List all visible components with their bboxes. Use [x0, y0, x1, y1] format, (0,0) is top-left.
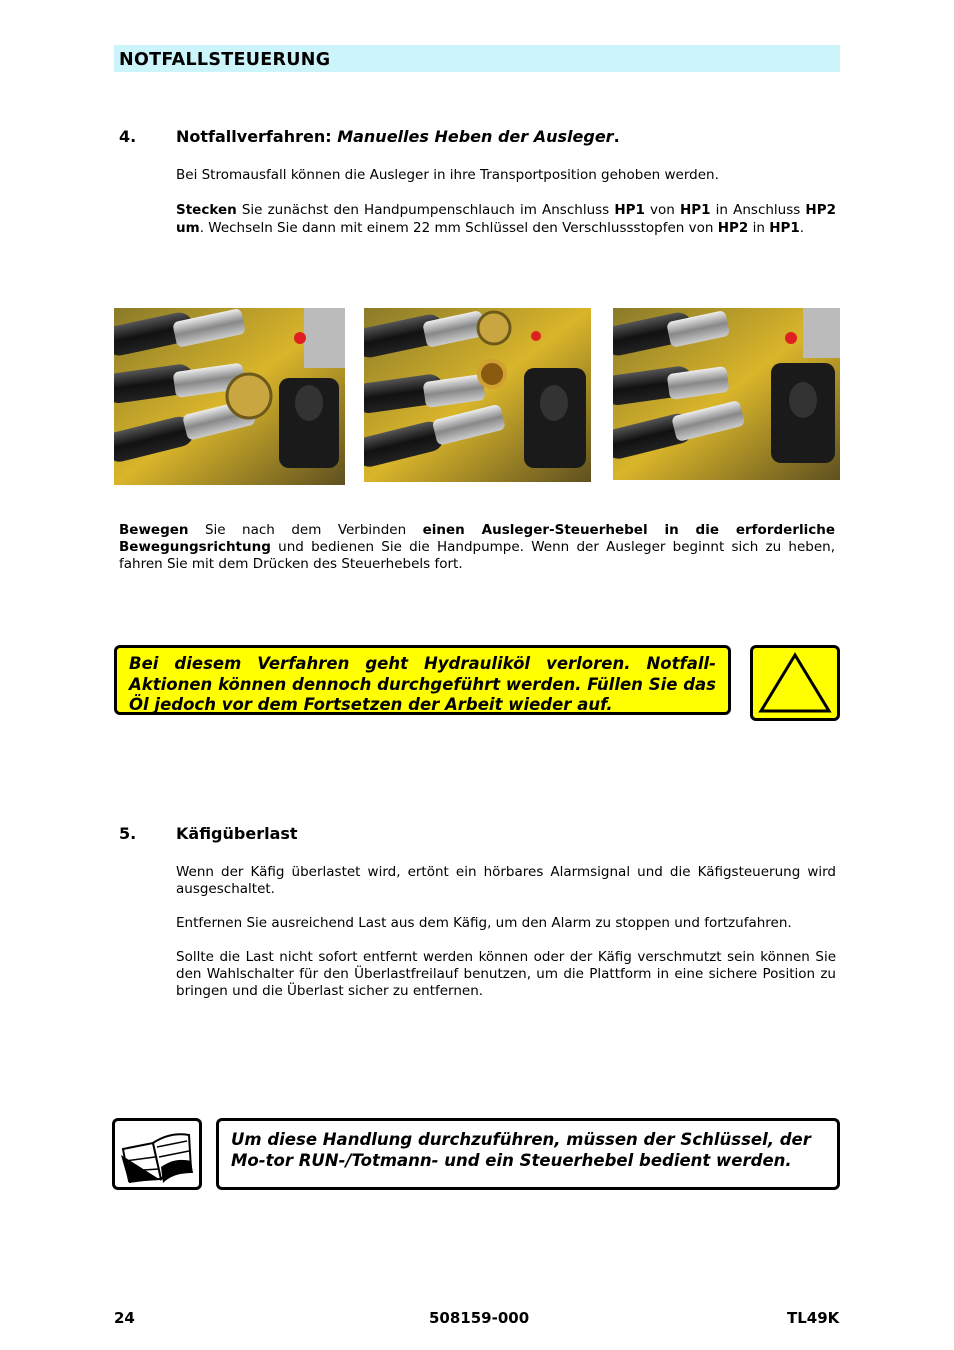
section-4-number: 4.: [119, 127, 137, 146]
section-5-number: 5.: [119, 824, 137, 843]
section-5-para-2: Entfernen Sie ausreichend Last aus dem Käfig, um den Alarm zu stoppen und fortzufahren.: [176, 915, 792, 931]
section-4-title-plain: Notfallverfahren:: [176, 127, 338, 146]
footer-page-number: 24: [114, 1309, 135, 1327]
hydraulic-photo-1: [114, 308, 345, 485]
section-4-para-3: Bewegen Sie nach dem Verbinden einen Ausleger-Steuerhebel in die erforderliche Bewegungsrichtung und bedienen Sie die Handpumpe. Wenn der Ausleger beginnt sich zu heben, fahren Sie mit dem Drücken des Steuerhebels fort.: [119, 522, 835, 572]
section-5-para-3: Sollte die Last nicht sofort entfernt werden können oder der Käfig verschmutzt sein können Sie den Wahlschalter für den Überlastfreilauf benutzen, um die Plattform in eine sichere Position zu bringen und die Überlast sicher zu entfernen.: [176, 949, 836, 999]
section-4-para-1: Bei Stromausfall können die Ausleger in ihre Transportposition gehoben werden.: [176, 167, 719, 183]
warning-triangle-icon: [750, 645, 840, 721]
section-4-title-end: .: [613, 127, 620, 146]
hydraulic-photo-3: [613, 308, 840, 480]
section-4-title: [176, 127, 620, 146]
note-box: [216, 1118, 840, 1190]
section-5-para-1: Wenn der Käfig überlastet wird, ertönt ein hörbares Alarmsignal und die Käfigsteuerung wird ausgeschaltet.: [176, 864, 836, 897]
section-5-title: Käfigüberlast: [176, 824, 298, 843]
warning-text: Bei diesem Verfahren geht Hydrauliköl verloren. Notfall-Aktionen können dennoch durchgeführt werden. Füllen Sie das Öl jedoch vor dem Fortsetzen der Arbeit wieder auf.: [129, 654, 716, 714]
section-4-title-italic: Manuelles Heben der Ausleger: [337, 127, 614, 146]
open-book-icon: [112, 1118, 202, 1190]
note-text: Um diese Handlung durchzuführen, müssen der Schlüssel, der Mo-tor RUN-/Totmann- und ein Steuerhebel bedient werden.: [231, 1130, 811, 1170]
page-header-title: NOTFALLSTEUERUNG: [119, 50, 331, 70]
hydraulic-photo-2: [364, 308, 591, 482]
footer-model: TL49K: [787, 1309, 840, 1327]
warning-box: [114, 645, 731, 715]
footer-doc-number: 508159-000: [429, 1309, 530, 1327]
section-4-para-2: Stecken Sie zunächst den Handpumpenschlauch im Anschluss HP1 von HP1 in Anschluss HP2 um. Wechseln Sie dann mit einem 22 mm Schlüssel den Verschlussstopfen von HP2 in HP1.: [176, 202, 837, 236]
